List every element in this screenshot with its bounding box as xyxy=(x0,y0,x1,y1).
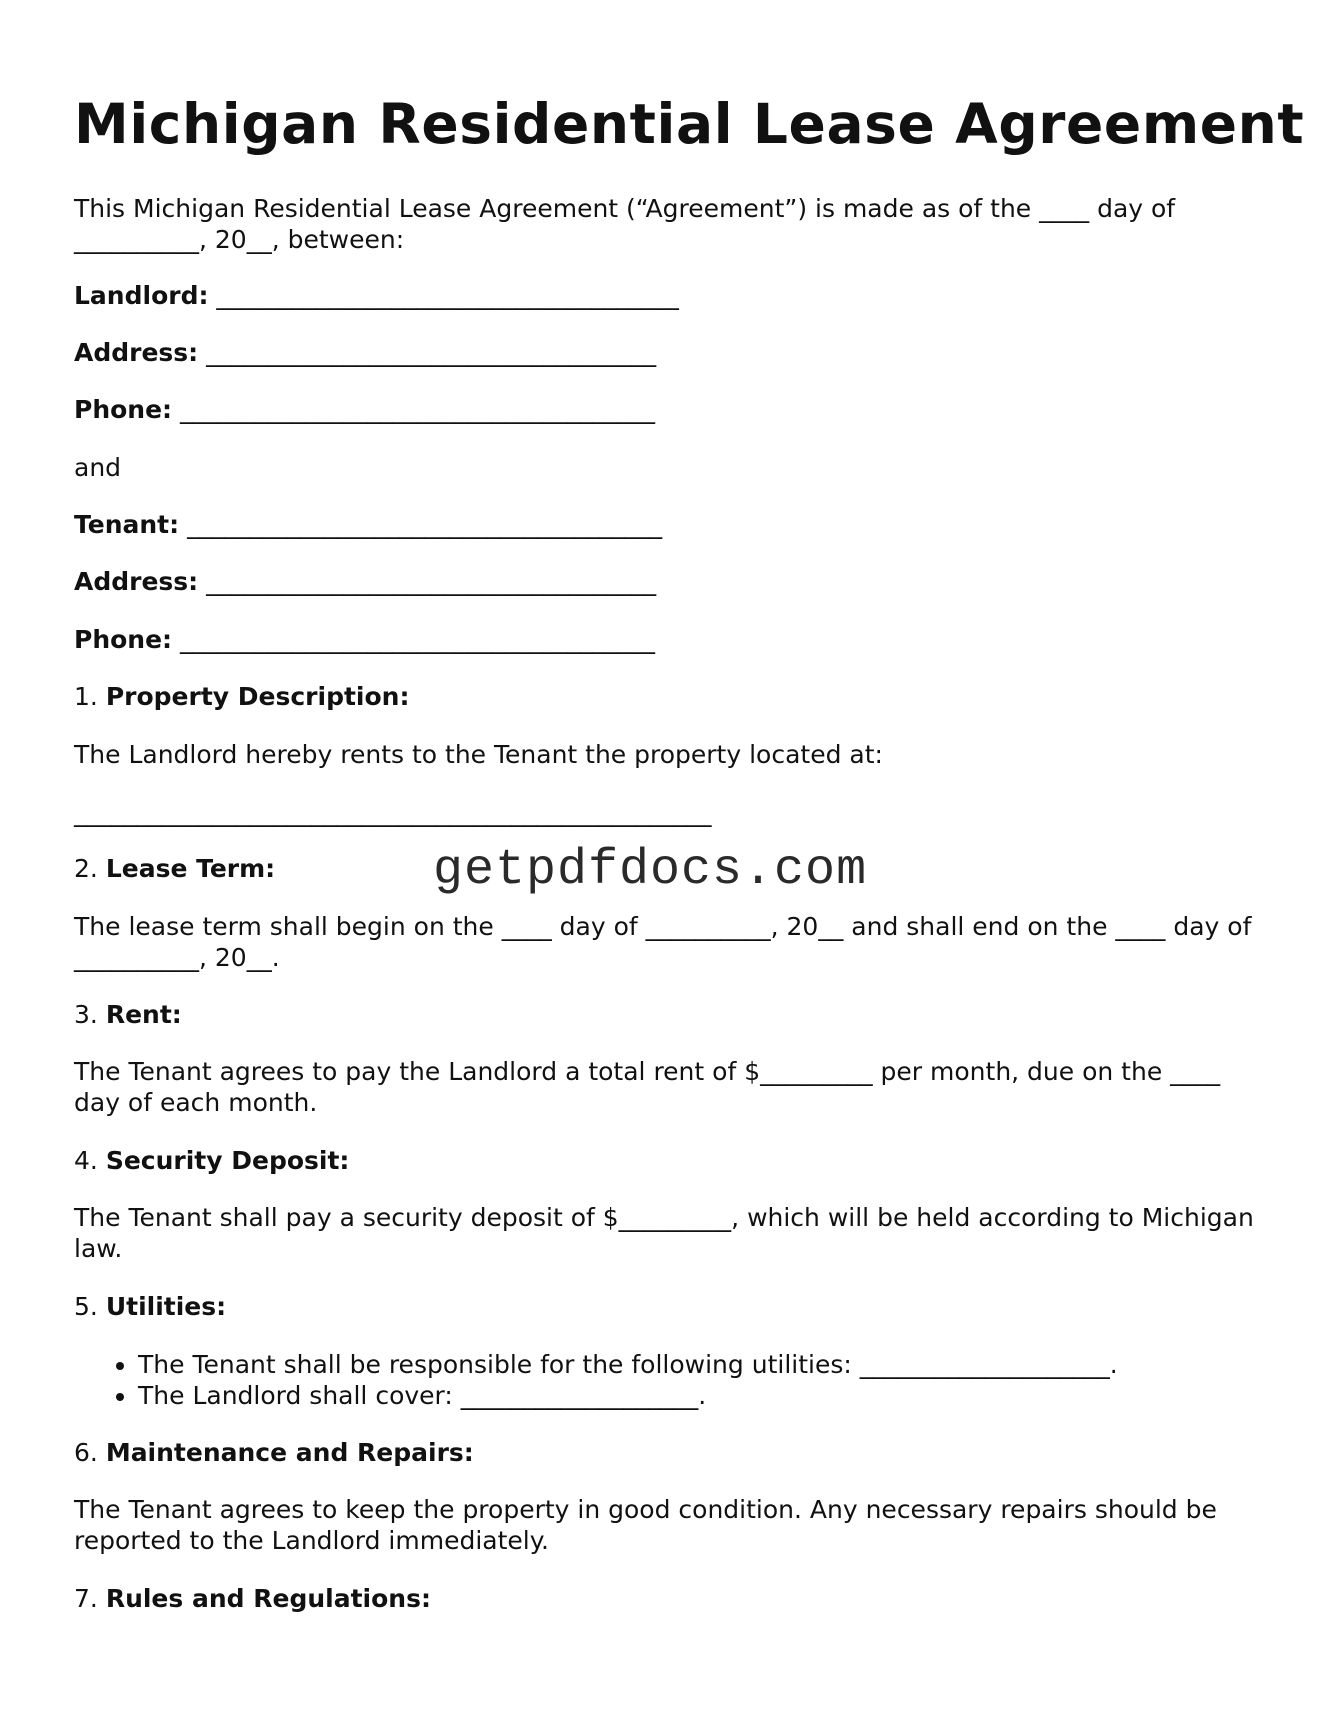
utilities-list xyxy=(74,1349,1118,1411)
document-title: Michigan Residential Lease Agreement xyxy=(74,92,1305,156)
landlord-name-label: Landlord: xyxy=(74,281,209,310)
section-5-title: Utilities: xyxy=(105,1292,227,1321)
section-2-body: The lease term shall begin on the ____ day of __________, 20__ and shall end on the ____ day of __________, 20__. xyxy=(74,912,1252,972)
section-2-number: 2. xyxy=(74,854,98,883)
section-6-body: The Tenant agrees to keep the property in good condition. Any necessary repairs should be reported to the Landlord immediately. xyxy=(74,1495,1217,1555)
section-3-body: The Tenant agrees to pay the Landlord a total rent of $_________ per month, due on the ____ day of each month. xyxy=(74,1057,1221,1117)
landlord-address-blank: ____________________________________ xyxy=(206,338,657,367)
section-7-heading xyxy=(74,1583,431,1614)
tenant-address-row xyxy=(74,566,656,597)
tenant-phone-blank: ______________________________________ xyxy=(180,625,655,654)
tenant-address-blank: ____________________________________ xyxy=(206,567,657,596)
list-item: • The Tenant shall be responsible for the following utilities: ____________________. xyxy=(138,1349,1118,1380)
section-3-heading xyxy=(74,999,182,1030)
tenant-name-row xyxy=(74,509,662,540)
property-address-blank: ___________________________________________________ xyxy=(74,798,712,827)
list-item: • The Landlord shall cover: ___________________. xyxy=(138,1380,1118,1411)
section-3-title: Rent: xyxy=(105,1000,182,1029)
landlord-phone-row xyxy=(74,394,655,425)
section-1-heading xyxy=(74,681,409,712)
section-5-heading xyxy=(74,1291,226,1322)
landlord-address-label: Address: xyxy=(74,338,199,367)
section-7-title: Rules and Regulations: xyxy=(105,1584,431,1613)
landlord-address-row xyxy=(74,337,656,368)
section-1-number: 1. xyxy=(74,682,98,711)
section-1-title: Property Description: xyxy=(105,682,410,711)
section-3-number: 3. xyxy=(74,1000,98,1029)
section-4-heading xyxy=(74,1145,349,1176)
section-4-body: The Tenant shall pay a security deposit of $_________, which will be held according to Michigan law. xyxy=(74,1203,1254,1263)
tenant-address-label: Address: xyxy=(74,567,199,596)
section-4-number: 4. xyxy=(74,1146,98,1175)
landlord-phone-blank: ______________________________________ xyxy=(180,395,655,424)
section-2-title: Lease Term: xyxy=(105,854,276,883)
watermark-text: getpdfdocs.com xyxy=(433,842,868,899)
section-5-number: 5. xyxy=(74,1292,98,1321)
section-4-title: Security Deposit: xyxy=(105,1146,350,1175)
section-6-title: Maintenance and Repairs: xyxy=(105,1438,474,1467)
landlord-name-row xyxy=(74,280,679,311)
section-6-number: 6. xyxy=(74,1438,98,1467)
landlord-phone-label: Phone: xyxy=(74,395,173,424)
and-text: and xyxy=(74,453,122,482)
landlord-name-blank: _____________________________________ xyxy=(216,281,679,310)
tenant-phone-row xyxy=(74,624,655,655)
section-1-body: The Landlord hereby rents to the Tenant the property located at: xyxy=(74,740,883,769)
intro-paragraph: This Michigan Residential Lease Agreement (“Agreement”) is made as of the ____ day of __________, 20__, between: xyxy=(74,194,1176,254)
section-7-number: 7. xyxy=(74,1584,98,1613)
section-6-heading xyxy=(74,1437,474,1468)
tenant-name-blank: ______________________________________ xyxy=(187,510,663,539)
tenant-name-label: Tenant: xyxy=(74,510,180,539)
section-2-heading xyxy=(74,853,275,884)
tenant-phone-label: Phone: xyxy=(74,625,173,654)
